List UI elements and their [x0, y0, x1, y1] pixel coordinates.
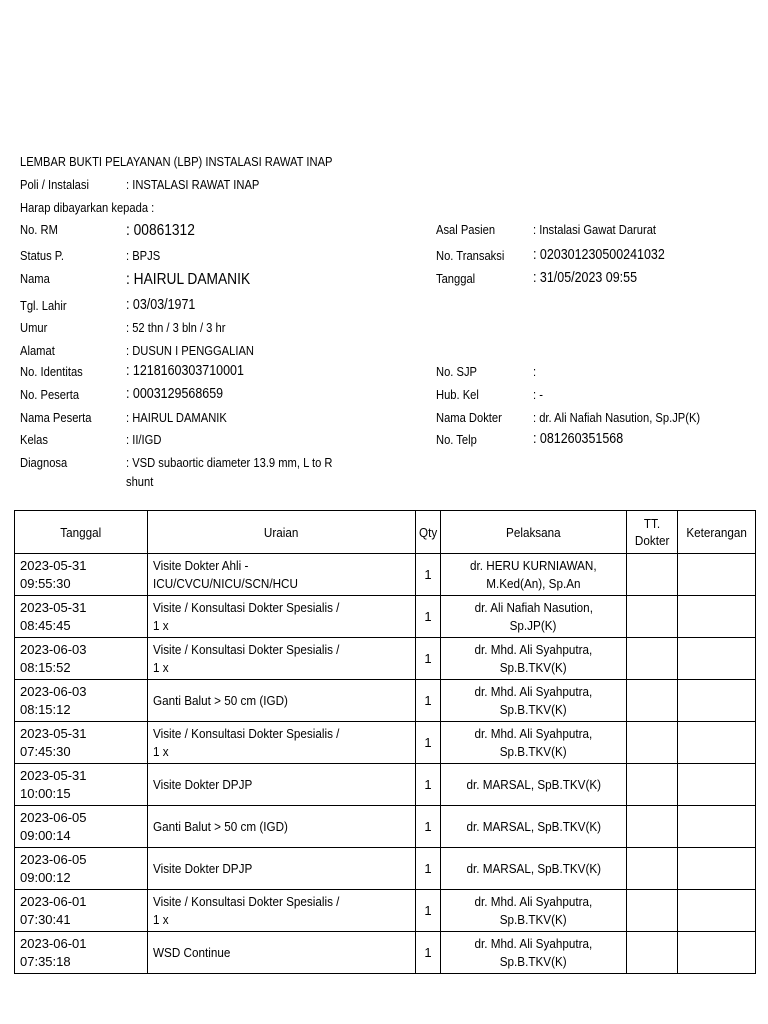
no-telp-label: No. Telp [436, 432, 477, 447]
cell-qty: 1 [416, 722, 441, 764]
cell-tanggal: 2023-05-31 07:45:30 [15, 722, 148, 764]
status-label: Status P. [20, 248, 64, 263]
header-pelaksana: Pelaksana [441, 511, 627, 554]
cell-tanggal: 2023-06-05 09:00:12 [15, 848, 148, 890]
cell-tanggal: 2023-06-01 07:35:18 [15, 932, 148, 974]
diagnosa-value: : VSD subaortic diameter 13.9 mm, L to R [126, 455, 333, 470]
table-row [15, 932, 756, 974]
cell-qty: 1 [416, 680, 441, 722]
cell-tt-dokter [627, 722, 678, 764]
cell-keterangan [678, 722, 756, 764]
cell-keterangan [678, 764, 756, 806]
cell-pelaksana: dr. Mhd. Ali Syahputra, Sp.B.TKV(K) [441, 890, 627, 932]
cell-tanggal: 2023-06-03 08:15:52 [15, 638, 148, 680]
cell-pelaksana: dr. Mhd. Ali Syahputra, Sp.B.TKV(K) [441, 932, 627, 974]
cell-tt-dokter [627, 680, 678, 722]
table-row [15, 890, 756, 932]
no-telp-value: : 081260351568 [533, 431, 624, 447]
cell-uraian: Ganti Balut > 50 cm (IGD) [148, 806, 416, 848]
cell-qty: 1 [416, 848, 441, 890]
alamat-value: : DUSUN I PENGGALIAN [126, 343, 254, 358]
no-sjp-value: : [533, 364, 537, 379]
tanggal-label: Tanggal [436, 271, 476, 286]
nama-value: : HAIRUL DAMANIK [126, 271, 251, 288]
nama-peserta-value: : HAIRUL DAMANIK [126, 410, 227, 425]
cell-qty: 1 [416, 596, 441, 638]
umur-label: Umur [20, 320, 48, 335]
header-uraian: Uraian [148, 511, 416, 554]
cell-tanggal: 2023-05-31 10:00:15 [15, 764, 148, 806]
nama-dokter-label: Nama Dokter [436, 410, 502, 425]
no-transaksi-value: : 020301230500241032 [533, 247, 665, 263]
table-row [15, 638, 756, 680]
service-table [14, 510, 756, 974]
cell-tt-dokter [627, 596, 678, 638]
no-identitas-value: : 1218160303710001 [126, 363, 244, 379]
header-tt-dokter: TT. Dokter [627, 511, 678, 554]
cell-tt-dokter [627, 932, 678, 974]
table-row [15, 722, 756, 764]
cell-qty: 1 [416, 932, 441, 974]
table-row [15, 764, 756, 806]
header-tanggal: Tanggal [15, 511, 148, 554]
cell-pelaksana: dr. HERU KURNIAWAN, M.Ked(An), Sp.An [441, 554, 627, 596]
kelas-label: Kelas [20, 432, 48, 447]
cell-pelaksana: dr. Mhd. Ali Syahputra, Sp.B.TKV(K) [441, 680, 627, 722]
no-rm-value: : 00861312 [126, 222, 195, 239]
cell-keterangan [678, 554, 756, 596]
asal-pasien-label: Asal Pasien [436, 222, 496, 237]
cell-keterangan [678, 848, 756, 890]
asal-pasien-value: : Instalasi Gawat Darurat [533, 222, 657, 237]
cell-keterangan [678, 680, 756, 722]
cell-qty: 1 [416, 806, 441, 848]
hub-kel-label: Hub. Kel [436, 387, 479, 402]
cell-uraian: Visite Dokter DPJP [148, 848, 416, 890]
cell-keterangan [678, 806, 756, 848]
table-row [15, 848, 756, 890]
cell-pelaksana: dr. MARSAL, SpB.TKV(K) [441, 848, 627, 890]
header-qty: Qty [416, 511, 441, 554]
cell-uraian: Visite / Konsultasi Dokter Spesialis / 1 x [148, 890, 416, 932]
cell-pelaksana: dr. Ali Nafiah Nasution, Sp.JP(K) [441, 596, 627, 638]
table-row [15, 554, 756, 596]
no-rm-label: No. RM [20, 222, 58, 237]
cell-uraian: Visite Dokter DPJP [148, 764, 416, 806]
poli-value: : INSTALASI RAWAT INAP [126, 177, 260, 192]
cell-tt-dokter [627, 806, 678, 848]
cell-uraian: Visite / Konsultasi Dokter Spesialis / 1 x [148, 638, 416, 680]
cell-qty: 1 [416, 638, 441, 680]
cell-qty: 1 [416, 890, 441, 932]
tanggal-value: : 31/05/2023 09:55 [533, 270, 638, 286]
cell-pelaksana: dr. Mhd. Ali Syahputra, Sp.B.TKV(K) [441, 638, 627, 680]
diagnosa-value-cont: shunt [126, 474, 154, 489]
cell-uraian: Visite / Konsultasi Dokter Spesialis / 1 x [148, 722, 416, 764]
cell-tanggal: 2023-05-31 09:55:30 [15, 554, 148, 596]
cell-qty: 1 [416, 764, 441, 806]
no-peserta-value: : 0003129568659 [126, 386, 224, 402]
table-row [15, 806, 756, 848]
nama-dokter-value: : dr. Ali Nafiah Nasution, Sp.JP(K) [533, 410, 701, 425]
cell-tt-dokter [627, 764, 678, 806]
document-title: LEMBAR BUKTI PELAYANAN (LBP) INSTALASI RAWAT INAP [20, 154, 333, 169]
cell-qty: 1 [416, 554, 441, 596]
cell-pelaksana: dr. MARSAL, SpB.TKV(K) [441, 764, 627, 806]
cell-uraian: Visite / Konsultasi Dokter Spesialis / 1 x [148, 596, 416, 638]
harap-text: Harap dibayarkan kepada : [20, 200, 155, 215]
tgl-lahir-label: Tgl. Lahir [20, 298, 67, 313]
cell-keterangan [678, 596, 756, 638]
cell-tt-dokter [627, 890, 678, 932]
table-row [15, 680, 756, 722]
cell-tanggal: 2023-06-03 08:15:12 [15, 680, 148, 722]
cell-uraian: Visite Dokter Ahli - ICU/CVCU/NICU/SCN/HCU [148, 554, 416, 596]
umur-value: : 52 thn / 3 bln / 3 hr [126, 320, 226, 335]
cell-pelaksana: dr. MARSAL, SpB.TKV(K) [441, 806, 627, 848]
cell-tanggal: 2023-06-05 09:00:14 [15, 806, 148, 848]
nama-peserta-label: Nama Peserta [20, 410, 92, 425]
no-sjp-label: No. SJP [436, 364, 478, 379]
no-identitas-label: No. Identitas [20, 364, 83, 379]
cell-keterangan [678, 638, 756, 680]
diagnosa-label: Diagnosa [20, 455, 68, 470]
alamat-label: Alamat [20, 343, 55, 358]
table-row [15, 596, 756, 638]
cell-tt-dokter [627, 638, 678, 680]
hub-kel-value: : - [533, 387, 543, 402]
no-transaksi-label: No. Transaksi [436, 248, 505, 263]
header-keterangan: Keterangan [678, 511, 756, 554]
cell-uraian: Ganti Balut > 50 cm (IGD) [148, 680, 416, 722]
cell-uraian: WSD Continue [148, 932, 416, 974]
nama-label: Nama [20, 271, 50, 286]
cell-tt-dokter [627, 848, 678, 890]
table-header-row [15, 511, 756, 554]
cell-keterangan [678, 932, 756, 974]
kelas-value: : II/IGD [126, 432, 162, 447]
cell-keterangan [678, 890, 756, 932]
cell-tanggal: 2023-05-31 08:45:45 [15, 596, 148, 638]
cell-tanggal: 2023-06-01 07:30:41 [15, 890, 148, 932]
poli-label: Poli / Instalasi [20, 177, 89, 192]
no-peserta-label: No. Peserta [20, 387, 80, 402]
status-value: : BPJS [126, 248, 161, 263]
tgl-lahir-value: : 03/03/1971 [126, 297, 196, 313]
cell-pelaksana: dr. Mhd. Ali Syahputra, Sp.B.TKV(K) [441, 722, 627, 764]
cell-tt-dokter [627, 554, 678, 596]
